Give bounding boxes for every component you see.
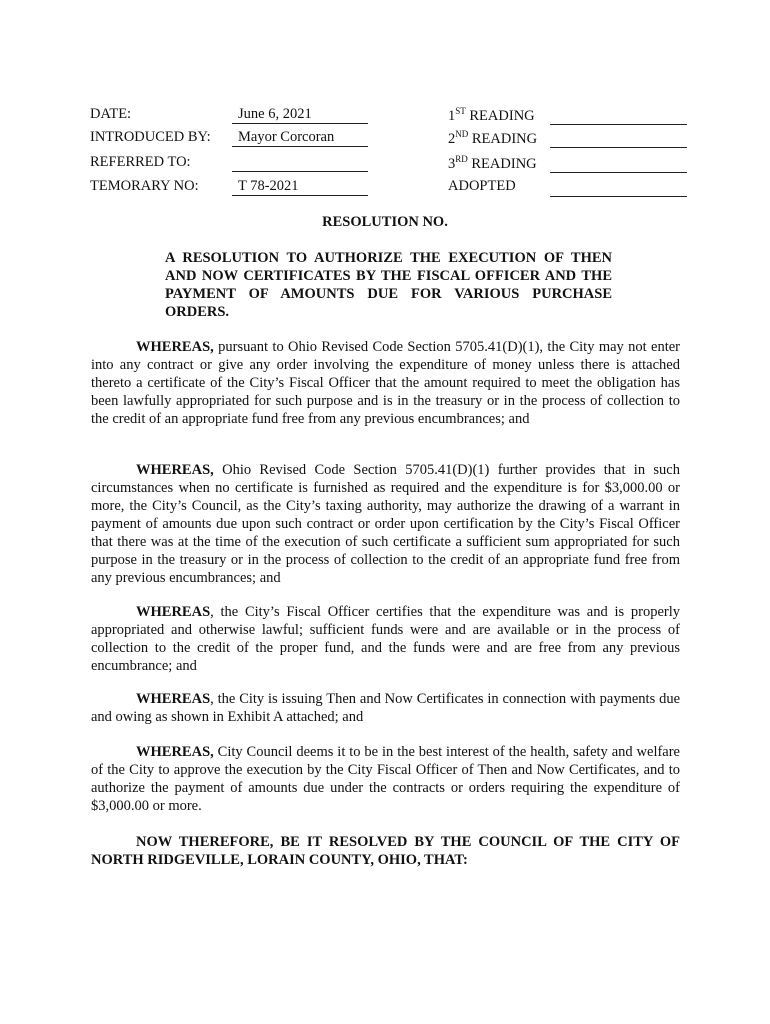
second-reading-number: 2 <box>448 131 456 147</box>
introduced-label: INTRODUCED BY: <box>90 129 211 145</box>
resolution-number-heading: RESOLUTION NO. <box>322 214 448 230</box>
second-reading-suffix: ND <box>455 129 469 139</box>
second-reading-word: READING <box>468 131 538 147</box>
whereas-paragraph-4 <box>91 690 680 726</box>
second-reading-blank <box>550 127 687 148</box>
first-reading-suffix: ST <box>455 106 466 116</box>
whereas-lead: WHEREAS <box>136 691 211 707</box>
referred-label: REFERRED TO: <box>90 154 191 170</box>
referred-field <box>232 152 368 172</box>
whereas-text: , the City is issuing Then and Now Certificates in connection with payments due and owing as shown in Exhibit A attached; and <box>91 691 680 725</box>
whereas-paragraph-5 <box>91 743 680 815</box>
date-label: DATE: <box>90 106 132 122</box>
third-reading-number: 3 <box>448 156 456 172</box>
header-row-introduced <box>90 127 690 151</box>
whereas-text: City Council deems it to be in the best interest of the health, safety and welfare of the City to approve the execution by the City Fiscal Officer of Then and Now Certificates, and to authorize the payment of amounts due under the contracts or orders requiring the expenditure of $3,000.00 or more. <box>91 744 680 814</box>
whereas-lead: WHEREAS, <box>136 462 214 478</box>
adopted-blank <box>550 176 687 197</box>
whereas-text: Ohio Revised Code Section 5705.41(D)(1) further provides that in such circumstances when no certificate is furnished as required and the expenditure is for $3,000.00 or more, the City’s Council, as the City’s taxing authority, may authorize the drawing of a warrant in payment of amounts due upon such contract or order upon certification by the City’s Fiscal Officer that there was at the time of the execution of such certificate a sufficient sum appropriated for such purpose in the treasury or in the process of collection to the credit of an appropriate fund free from any previous encumbrances; and <box>91 462 680 586</box>
first-reading-label <box>448 106 535 125</box>
resolved-clause <box>91 833 680 869</box>
whereas-lead: WHEREAS, <box>136 339 214 355</box>
whereas-paragraph-2 <box>91 461 680 587</box>
temporary-no-field: T 78-2021 <box>232 176 368 196</box>
adopted-label: ADOPTED <box>448 178 516 194</box>
header-row-temporary <box>90 176 690 200</box>
third-reading-label <box>448 154 537 173</box>
first-reading-blank <box>550 104 687 125</box>
date-field: June 6, 2021 <box>232 104 368 124</box>
whereas-paragraph-3 <box>91 603 680 675</box>
third-reading-blank <box>550 152 687 173</box>
first-reading-number: 1 <box>448 108 456 124</box>
resolved-clause-text: NOW THEREFORE, BE IT RESOLVED BY THE COUNCIL OF THE CITY OF NORTH RIDGEVILLE, LORAIN COUNTY, OHIO, THAT: <box>91 834 680 868</box>
header-row-date <box>90 104 690 128</box>
introduced-field: Mayor Corcoran <box>232 127 368 147</box>
whereas-lead: WHEREAS, <box>136 744 214 760</box>
header-row-referred <box>90 152 690 176</box>
third-reading-word: READING <box>467 156 537 172</box>
whereas-lead: WHEREAS <box>136 604 211 620</box>
whereas-paragraph-1 <box>91 338 680 428</box>
third-reading-suffix: RD <box>455 154 468 164</box>
temporary-no-label: TEMORARY NO: <box>90 178 199 194</box>
first-reading-word: READING <box>465 108 535 124</box>
resolution-title: A RESOLUTION TO AUTHORIZE THE EXECUTION OF THEN AND NOW CERTIFICATES BY THE FISCAL OFFICER AND THE PAYMENT OF AMOUNTS DUE FOR VARIOUS PURCHASE ORDERS. <box>165 250 612 320</box>
whereas-text: , the City’s Fiscal Officer certifies that the expenditure was and is properly appropriated and otherwise lawful; sufficient funds were and are available or in the process of collection to the credit of the proper fund, and the funds were and are free from any previous encumbrance; and <box>91 604 680 674</box>
whereas-text: pursuant to Ohio Revised Code Section 5705.41(D)(1), the City may not enter into any contract or give any order involving the expenditure of money unless there is attached thereto a certificate of the City’s Fiscal Officer that the amount required to meet the obligation has been lawfully appropriated for such purpose and is in the treasury or in the process of collection to the credit of an appropriate fund free from any previous encumbrances; and <box>91 339 680 427</box>
second-reading-label <box>448 129 537 148</box>
